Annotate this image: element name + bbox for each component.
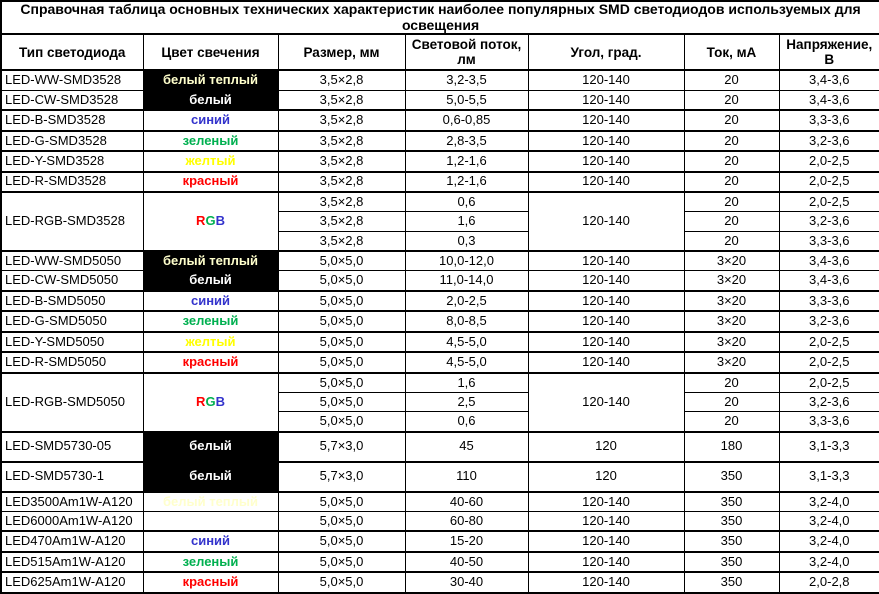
table-cell: 3,2-3,6 <box>779 392 879 411</box>
table-cell: 3,2-3,6 <box>779 311 879 331</box>
table-cell: 3×20 <box>684 251 779 271</box>
table-cell: 2,0-2,5 <box>779 172 879 192</box>
column-header: Напряжение, В <box>779 34 879 70</box>
table-cell: синий <box>143 531 278 551</box>
table-cell: 5,0×5,0 <box>278 572 405 593</box>
table-cell: 120-140 <box>528 511 684 531</box>
table-cell: 20 <box>684 373 779 393</box>
table-cell: 4,5-5,0 <box>405 352 528 372</box>
table-cell: синий <box>143 110 278 130</box>
table-cell: 120-140 <box>528 552 684 572</box>
table-row <box>1 432 879 462</box>
table-cell: 3,5×2,8 <box>278 70 405 90</box>
table-cell: белый теплый <box>143 492 278 512</box>
table-cell: зеленый <box>143 131 278 151</box>
table-cell: 2,5 <box>405 392 528 411</box>
rgb-letter: G <box>205 393 216 409</box>
table-cell: 3,2-4,0 <box>779 531 879 551</box>
table-cell: синий <box>143 291 278 311</box>
table-cell: 2,0-2,5 <box>779 332 879 352</box>
table-cell: 3,4-3,6 <box>779 70 879 90</box>
table-cell: LED470Am1W-A120 <box>1 531 143 551</box>
table-cell: 20 <box>684 151 779 171</box>
table-cell: 3,3-3,6 <box>779 412 879 432</box>
table-cell: 3,5×2,8 <box>278 231 405 251</box>
table-cell: 350 <box>684 462 779 492</box>
table-row <box>1 151 879 171</box>
table-cell: 20 <box>684 172 779 192</box>
table-row <box>1 531 879 551</box>
column-header: Размер, мм <box>278 34 405 70</box>
table-row <box>1 332 879 352</box>
table-cell: 40-60 <box>405 492 528 512</box>
table-cell: 5,0×5,0 <box>278 492 405 512</box>
table-cell: 3,3-3,6 <box>779 231 879 251</box>
table-cell <box>143 373 278 432</box>
table-row <box>1 352 879 372</box>
table-row <box>1 572 879 593</box>
table-cell: 3,2-3,5 <box>405 70 528 90</box>
table-cell: 15-20 <box>405 531 528 551</box>
table-cell: 45 <box>405 432 528 462</box>
rgb-letter: B <box>215 213 225 229</box>
table-cell: LED625Am1W-A120 <box>1 572 143 593</box>
table-cell: 3,5×2,8 <box>278 131 405 151</box>
table-cell: LED-RGB-SMD3528 <box>1 192 143 251</box>
table-cell: 5,0×5,0 <box>278 332 405 352</box>
column-header: Ток, мА <box>684 34 779 70</box>
table-row <box>1 192 879 212</box>
table-cell: LED-R-SMD5050 <box>1 352 143 372</box>
table-cell: 350 <box>684 552 779 572</box>
table-cell: 10,0-12,0 <box>405 251 528 271</box>
table-cell: белый теплый <box>143 251 278 271</box>
table-cell: 120-140 <box>528 291 684 311</box>
table-cell: 2,0-2,5 <box>779 192 879 212</box>
table-cell: 120-140 <box>528 131 684 151</box>
table-cell: LED-B-SMD3528 <box>1 110 143 130</box>
table-cell: 350 <box>684 492 779 512</box>
table-cell: 2,0-2,5 <box>405 291 528 311</box>
table-cell: 120-140 <box>528 531 684 551</box>
table-cell: 5,0×5,0 <box>278 352 405 372</box>
table-cell: 3,5×2,8 <box>278 151 405 171</box>
table-cell: зеленый <box>143 552 278 572</box>
table-cell: 3,1-3,3 <box>779 462 879 492</box>
table-cell: 4,5-5,0 <box>405 332 528 352</box>
table-cell: 5,0×5,0 <box>278 412 405 432</box>
table-cell: 30-40 <box>405 572 528 593</box>
table-cell: белый теплый <box>143 70 278 90</box>
table-cell: 3,4-3,6 <box>779 90 879 110</box>
table-cell: 2,0-2,5 <box>779 373 879 393</box>
table-cell: 8,0-8,5 <box>405 311 528 331</box>
table-cell: 20 <box>684 392 779 411</box>
table-cell: LED-Y-SMD5050 <box>1 332 143 352</box>
table-cell: желтый <box>143 151 278 171</box>
table-cell: 110 <box>405 462 528 492</box>
table-cell: 1,2-1,6 <box>405 172 528 192</box>
table-row <box>1 131 879 151</box>
table-row <box>1 511 879 531</box>
table-cell: белый <box>143 271 278 291</box>
table-cell: 3,5×2,8 <box>278 212 405 231</box>
table-cell: 1,6 <box>405 212 528 231</box>
table-cell: 3,4-3,6 <box>779 251 879 271</box>
table-cell: 1,6 <box>405 373 528 393</box>
table-cell: 20 <box>684 90 779 110</box>
table-cell: красный <box>143 352 278 372</box>
table-cell: белый <box>143 432 278 462</box>
table-row <box>1 311 879 331</box>
table-cell: 120-140 <box>528 90 684 110</box>
table-cell: 20 <box>684 110 779 130</box>
table-cell: 0,3 <box>405 231 528 251</box>
table-cell: 5,7×3,0 <box>278 462 405 492</box>
table-cell: 2,0-2,5 <box>779 151 879 171</box>
table-cell: 20 <box>684 212 779 231</box>
table-cell: зеленый <box>143 311 278 331</box>
table-row <box>1 110 879 130</box>
header-row <box>1 34 879 70</box>
table-cell: 120-140 <box>528 492 684 512</box>
table-cell: 120-140 <box>528 151 684 171</box>
table-row <box>1 291 879 311</box>
table-cell: LED3500Am1W-A120 <box>1 492 143 512</box>
table-cell: 3,5×2,8 <box>278 192 405 212</box>
table-cell: 5,0×5,0 <box>278 531 405 551</box>
table-cell: 5,0×5,0 <box>278 392 405 411</box>
table-cell: 3,2-3,6 <box>779 131 879 151</box>
table-cell: 120-140 <box>528 271 684 291</box>
table-cell: 120-140 <box>528 572 684 593</box>
table-cell: 120-140 <box>528 352 684 372</box>
table-row <box>1 172 879 192</box>
table-cell: 3×20 <box>684 311 779 331</box>
table-cell <box>143 511 278 531</box>
rgb-letter: G <box>205 213 216 229</box>
table-cell: 3×20 <box>684 332 779 352</box>
table-cell: 2,0-2,5 <box>779 352 879 372</box>
table-row <box>1 373 879 393</box>
table-cell: 11,0-14,0 <box>405 271 528 291</box>
rgb-letter: R <box>196 213 206 229</box>
table-cell <box>143 192 278 251</box>
table-cell: 0,6 <box>405 412 528 432</box>
table-cell: 5,0×5,0 <box>278 373 405 393</box>
table-cell: 3,2-4,0 <box>779 511 879 531</box>
table-cell: 20 <box>684 70 779 90</box>
table-cell: 20 <box>684 192 779 212</box>
table-row <box>1 70 879 90</box>
table-cell: LED-Y-SMD3528 <box>1 151 143 171</box>
table-cell: 350 <box>684 511 779 531</box>
table-cell: LED-RGB-SMD5050 <box>1 373 143 432</box>
column-header: Цвет свечения <box>143 34 278 70</box>
table-cell: 20 <box>684 412 779 432</box>
table-cell: 1,2-1,6 <box>405 151 528 171</box>
table-cell: LED-WW-SMD5050 <box>1 251 143 271</box>
table-cell: LED-SMD5730-1 <box>1 462 143 492</box>
table-cell: 120 <box>528 462 684 492</box>
table-cell: 20 <box>684 231 779 251</box>
table-cell: 3×20 <box>684 291 779 311</box>
table-cell: 3,2-4,0 <box>779 492 879 512</box>
table-cell: 2,0-2,8 <box>779 572 879 593</box>
table-cell: 3×20 <box>684 352 779 372</box>
rgb-letter: B <box>215 393 225 409</box>
table-cell: 3,3-3,6 <box>779 291 879 311</box>
table-cell: белый <box>143 90 278 110</box>
table-cell: 120-140 <box>528 332 684 352</box>
column-header: Тип светодиода <box>1 34 143 70</box>
table-cell: 5,0×5,0 <box>278 511 405 531</box>
table-cell: 3,5×2,8 <box>278 172 405 192</box>
table-cell: 3,1-3,3 <box>779 432 879 462</box>
table-cell: 120-140 <box>528 373 684 432</box>
table-cell: LED-G-SMD5050 <box>1 311 143 331</box>
table-cell: 2,8-3,5 <box>405 131 528 151</box>
table-cell: 60-80 <box>405 511 528 531</box>
table-cell: LED-R-SMD3528 <box>1 172 143 192</box>
table-cell: 120-140 <box>528 192 684 251</box>
table-cell: 120-140 <box>528 311 684 331</box>
table-cell: 180 <box>684 432 779 462</box>
table-cell: LED6000Am1W-A120 <box>1 511 143 531</box>
table-cell: 40-50 <box>405 552 528 572</box>
table-cell: 5,0×5,0 <box>278 251 405 271</box>
table-cell: 350 <box>684 572 779 593</box>
table-row <box>1 462 879 492</box>
rgb-letter: R <box>196 393 206 409</box>
table-cell: 3,2-4,0 <box>779 552 879 572</box>
table-cell: LED-CW-SMD5050 <box>1 271 143 291</box>
table-cell: 120-140 <box>528 70 684 90</box>
table-cell: 120-140 <box>528 251 684 271</box>
table-cell: 5,0-5,5 <box>405 90 528 110</box>
table-cell: 3×20 <box>684 271 779 291</box>
table-cell: LED-B-SMD5050 <box>1 291 143 311</box>
table-cell: 120-140 <box>528 110 684 130</box>
table-cell: 3,4-3,6 <box>779 271 879 291</box>
table-row <box>1 251 879 271</box>
table-cell: 5,7×3,0 <box>278 432 405 462</box>
table-row <box>1 552 879 572</box>
table-cell: LED-WW-SMD3528 <box>1 70 143 90</box>
table-cell: белый <box>143 462 278 492</box>
table-cell: 20 <box>684 131 779 151</box>
table-row <box>1 492 879 512</box>
table-cell: 3,3-3,6 <box>779 110 879 130</box>
table-cell: 350 <box>684 531 779 551</box>
table-cell: LED-CW-SMD3528 <box>1 90 143 110</box>
table-cell: LED-SMD5730-05 <box>1 432 143 462</box>
table-cell: 120-140 <box>528 172 684 192</box>
table-cell: LED-G-SMD3528 <box>1 131 143 151</box>
table-row <box>1 271 879 291</box>
table-cell: желтый <box>143 332 278 352</box>
table-cell: 3,2-3,6 <box>779 212 879 231</box>
table-cell: 0,6-0,85 <box>405 110 528 130</box>
table-cell: красный <box>143 172 278 192</box>
table-cell: 0,6 <box>405 192 528 212</box>
column-header: Световой поток, лм <box>405 34 528 70</box>
table-cell: красный <box>143 572 278 593</box>
table-cell: 5,0×5,0 <box>278 291 405 311</box>
table-row <box>1 90 879 110</box>
table-cell: LED515Am1W-A120 <box>1 552 143 572</box>
table-cell: 5,0×5,0 <box>278 271 405 291</box>
table-cell: 3,5×2,8 <box>278 90 405 110</box>
table-cell: 5,0×5,0 <box>278 311 405 331</box>
column-header: Угол, град. <box>528 34 684 70</box>
table-cell: 5,0×5,0 <box>278 552 405 572</box>
table-cell: 120 <box>528 432 684 462</box>
table-body <box>1 70 879 593</box>
table-cell: 3,5×2,8 <box>278 110 405 130</box>
title-row <box>1 1 879 34</box>
table-title: Справочная таблица основных технических характеристик наиболее популярных SMD светодиодов используемых для освещения <box>1 1 879 34</box>
